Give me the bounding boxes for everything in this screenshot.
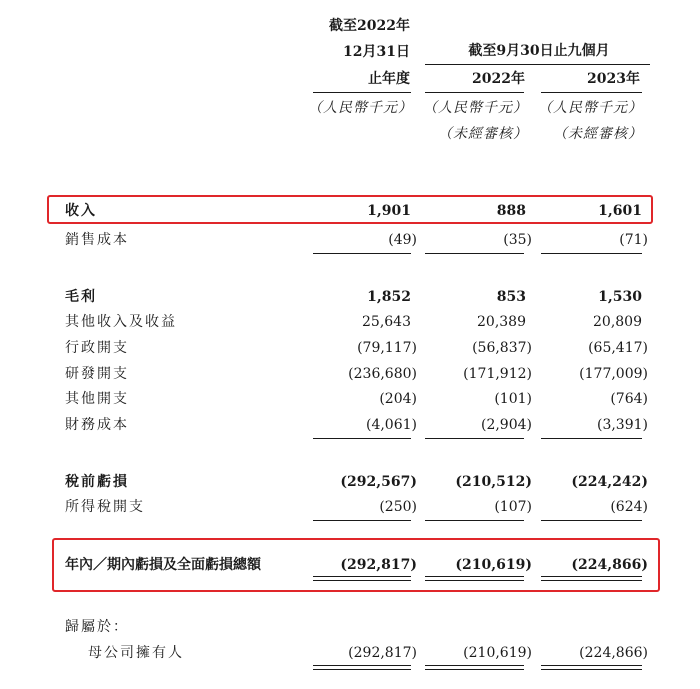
gross-profit-2022-fy: 1,852: [367, 289, 411, 305]
income-tax-9m-2022: (107): [494, 499, 532, 515]
total-loss-9m-2022: (210,619): [455, 557, 532, 573]
owners-double-rule-c: [541, 665, 642, 670]
col2-unit: （人民幣千元）: [423, 100, 528, 116]
rd-expenses-9m-2023: (177,009): [579, 366, 648, 382]
revenue-highlight-box: [47, 195, 653, 224]
subtotal-rule-3b: [425, 520, 524, 521]
gross-profit-label: 毛利: [65, 289, 97, 305]
total-double-rule-a: [313, 576, 411, 581]
col1-unit: （人民幣千元）: [308, 100, 413, 116]
col2-year: 2022年: [472, 71, 525, 87]
other-expenses-9m-2023: (764): [610, 391, 648, 407]
total-loss-label: 年內／期內虧損及全面虧損總額: [65, 557, 261, 573]
subtotal-rule-1c: [541, 253, 642, 254]
cost-of-sales-9m-2023: (71): [619, 232, 648, 248]
loss-before-tax-2022-fy: (292,567): [340, 474, 417, 490]
admin-expenses-9m-2022: (56,837): [472, 340, 532, 356]
revenue-2022-fy: 1,901: [367, 203, 411, 219]
owners-label: 母公司擁有人: [88, 645, 184, 661]
gross-profit-9m-2022: 853: [496, 289, 526, 305]
admin-expenses-label: 行政開支: [65, 340, 129, 356]
loss-before-tax-label: 稅前虧損: [65, 474, 129, 490]
owners-2022-fy: (292,817): [348, 645, 417, 661]
total-loss-2022-fy: (292,817): [340, 557, 417, 573]
other-expenses-9m-2022: (101): [494, 391, 532, 407]
finance-costs-9m-2022: (2,904): [480, 417, 532, 433]
col1-header-line1: 截至2022年: [329, 18, 410, 34]
total-loss-9m-2023: (224,866): [571, 557, 648, 573]
gross-profit-9m-2023: 1,530: [598, 289, 642, 305]
total-double-rule-b: [425, 576, 524, 581]
revenue-label: 收入: [65, 203, 97, 219]
col2-header-rule: [425, 92, 524, 93]
admin-expenses-2022-fy: (79,117): [357, 340, 417, 356]
col1-header-rule: [313, 92, 411, 93]
other-income-label: 其他收入及收益: [65, 314, 177, 330]
other-income-2022-fy: 25,643: [362, 314, 411, 330]
owners-double-rule-a: [313, 665, 411, 670]
period-group-label: 截至9月30日止九個月: [468, 43, 610, 59]
admin-expenses-9m-2023: (65,417): [588, 340, 648, 356]
owners-9m-2022: (210,619): [463, 645, 532, 661]
rd-expenses-2022-fy: (236,680): [348, 366, 417, 382]
total-double-rule-c: [541, 576, 642, 581]
income-tax-9m-2023: (624): [610, 499, 648, 515]
income-tax-label: 所得稅開支: [65, 499, 145, 515]
owners-double-rule-b: [425, 665, 524, 670]
other-income-9m-2023: 20,809: [593, 314, 642, 330]
group-underline: [425, 64, 650, 65]
col1-header-line3: 止年度: [368, 71, 410, 87]
subtotal-rule-2b: [425, 438, 524, 439]
rd-expenses-9m-2022: (171,912): [463, 366, 532, 382]
rd-expenses-label: 研發開支: [65, 366, 129, 382]
subtotal-rule-1b: [425, 253, 524, 254]
subtotal-rule-3c: [541, 520, 642, 521]
col3-year: 2023年: [587, 71, 640, 87]
col3-unaudited: （未經審核）: [553, 126, 643, 142]
finance-costs-label: 財務成本: [65, 417, 129, 433]
finance-costs-9m-2023: (3,391): [596, 417, 648, 433]
loss-before-tax-9m-2022: (210,512): [455, 474, 532, 490]
owners-9m-2023: (224,866): [579, 645, 648, 661]
subtotal-rule-2a: [313, 438, 411, 439]
other-expenses-label: 其他開支: [65, 391, 129, 407]
cost-of-sales-9m-2022: (35): [503, 232, 532, 248]
finance-costs-2022-fy: (4,061): [365, 417, 417, 433]
income-tax-2022-fy: (250): [379, 499, 417, 515]
subtotal-rule-3a: [313, 520, 411, 521]
col3-unit: （人民幣千元）: [538, 100, 643, 116]
other-income-9m-2022: 20,389: [477, 314, 526, 330]
revenue-9m-2023: 1,601: [598, 203, 642, 219]
loss-before-tax-9m-2023: (224,242): [571, 474, 648, 490]
revenue-9m-2022: 888: [496, 203, 526, 219]
other-expenses-2022-fy: (204): [379, 391, 417, 407]
cost-of-sales-2022-fy: (49): [388, 232, 417, 248]
col1-header-line2: 12月31日: [343, 44, 410, 60]
cost-of-sales-label: 銷售成本: [65, 232, 129, 248]
col3-header-rule: [541, 92, 642, 93]
subtotal-rule-1a: [313, 253, 411, 254]
subtotal-rule-2c: [541, 438, 642, 439]
attributable-label: 歸屬於：: [65, 619, 129, 635]
col2-unaudited: （未經審核）: [438, 126, 528, 142]
